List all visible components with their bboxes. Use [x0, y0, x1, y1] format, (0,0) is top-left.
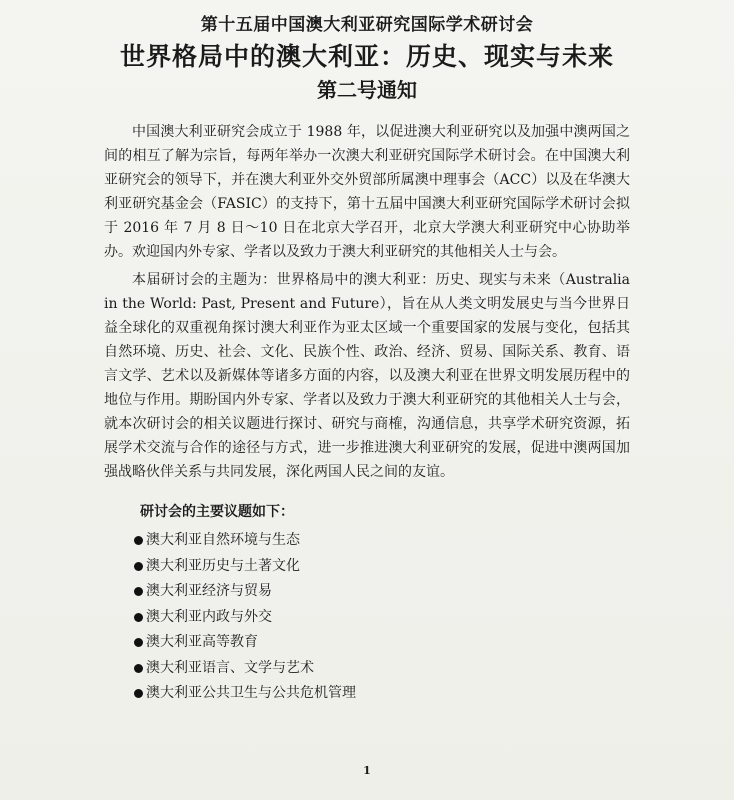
topic-label: 澳大利亚语言、文学与艺术 [146, 659, 314, 676]
bullet-icon [134, 562, 143, 571]
list-item [134, 681, 630, 707]
topic-list [134, 528, 630, 707]
bullet-icon [134, 664, 143, 673]
list-item [134, 554, 630, 580]
bullet-icon [134, 638, 143, 647]
bullet-icon [134, 689, 143, 698]
topic-label: 澳大利亚历史与土著文化 [146, 557, 300, 574]
list-item [134, 579, 630, 605]
topic-label: 澳大利亚内政与外交 [146, 608, 272, 625]
conference-title: 第十五届中国澳大利亚研究国际学术研讨会 [200, 15, 534, 35]
topic-label: 澳大利亚经济与贸易 [146, 583, 272, 599]
intro-paragraph: 中国澳大利亚研究会成立于 1988 年，以促进澳大利亚研究以及加强中澳两国之间的相互了解为宗旨，每两年举办一次澳大利亚研究国际学术研讨会。在中国澳大利亚研究会的领导下，并在澳大利亚外交外贸部所属澳中理事会（ACC）以及在华澳大利亚研究基金会（FASIC）的支持下，第十五届中国澳大利亚研究国际学术研讨会拟于 2016 年 7 月 8 日～10 日在北京大学召开，北京大学澳大利亚研究中心协助举办。欢迎国内外专家、学者以及致力于澳大利亚研究的其他相关人士与会。 [104, 124, 630, 260]
list-item [134, 528, 630, 554]
topic-label: 澳大利亚公共卫生与公共危机管理 [146, 685, 356, 701]
main-title: 世界格局中的澳大利亚：历史、现实与未来 [119, 42, 614, 71]
theme-paragraph: 本届研讨会的主题为：世界格局中的澳大利亚：历史、现实与未来（Australia in the World: Past, Present and Future），旨在从人类文明发展史与当今世界日益全球化的双重视角探讨澳大利亚作为亚太区域一个重要国家的发展与变化，包括其自然环境、历史、社会、文化、民族个性、政治、经济、贸易、国际关系、教育、语言文学、艺术以及新媒体等诸多方面的内容，以及澳大利亚在世界文明发展历程中的地位与作用。期盼国内外专家、学者以及致力于澳大利亚研究的其他相关人士与会，就本次研讨会的相关议题进行探讨、研究与商榷，沟通信息，共享学术研究资源，拓展学术交流与合作的途径与方式，进一步推进澳大利亚研究的发展，促进中澳两国加强战略伙伴关系与共同发展，深化两国人民之间的友谊。 [104, 272, 630, 480]
topics-heading: 研讨会的主要议题如下： [140, 504, 294, 520]
topic-label: 澳大利亚自然环境与生态 [146, 532, 300, 548]
list-item [134, 656, 630, 682]
bullet-icon [134, 587, 143, 596]
list-item [134, 605, 630, 631]
list-item [134, 630, 630, 656]
topic-label: 澳大利亚高等教育 [146, 634, 258, 650]
bullet-icon [134, 536, 143, 545]
notice-title: 第二号通知 [317, 78, 417, 102]
page-number: 1 [363, 764, 371, 777]
bullet-icon [134, 613, 143, 622]
